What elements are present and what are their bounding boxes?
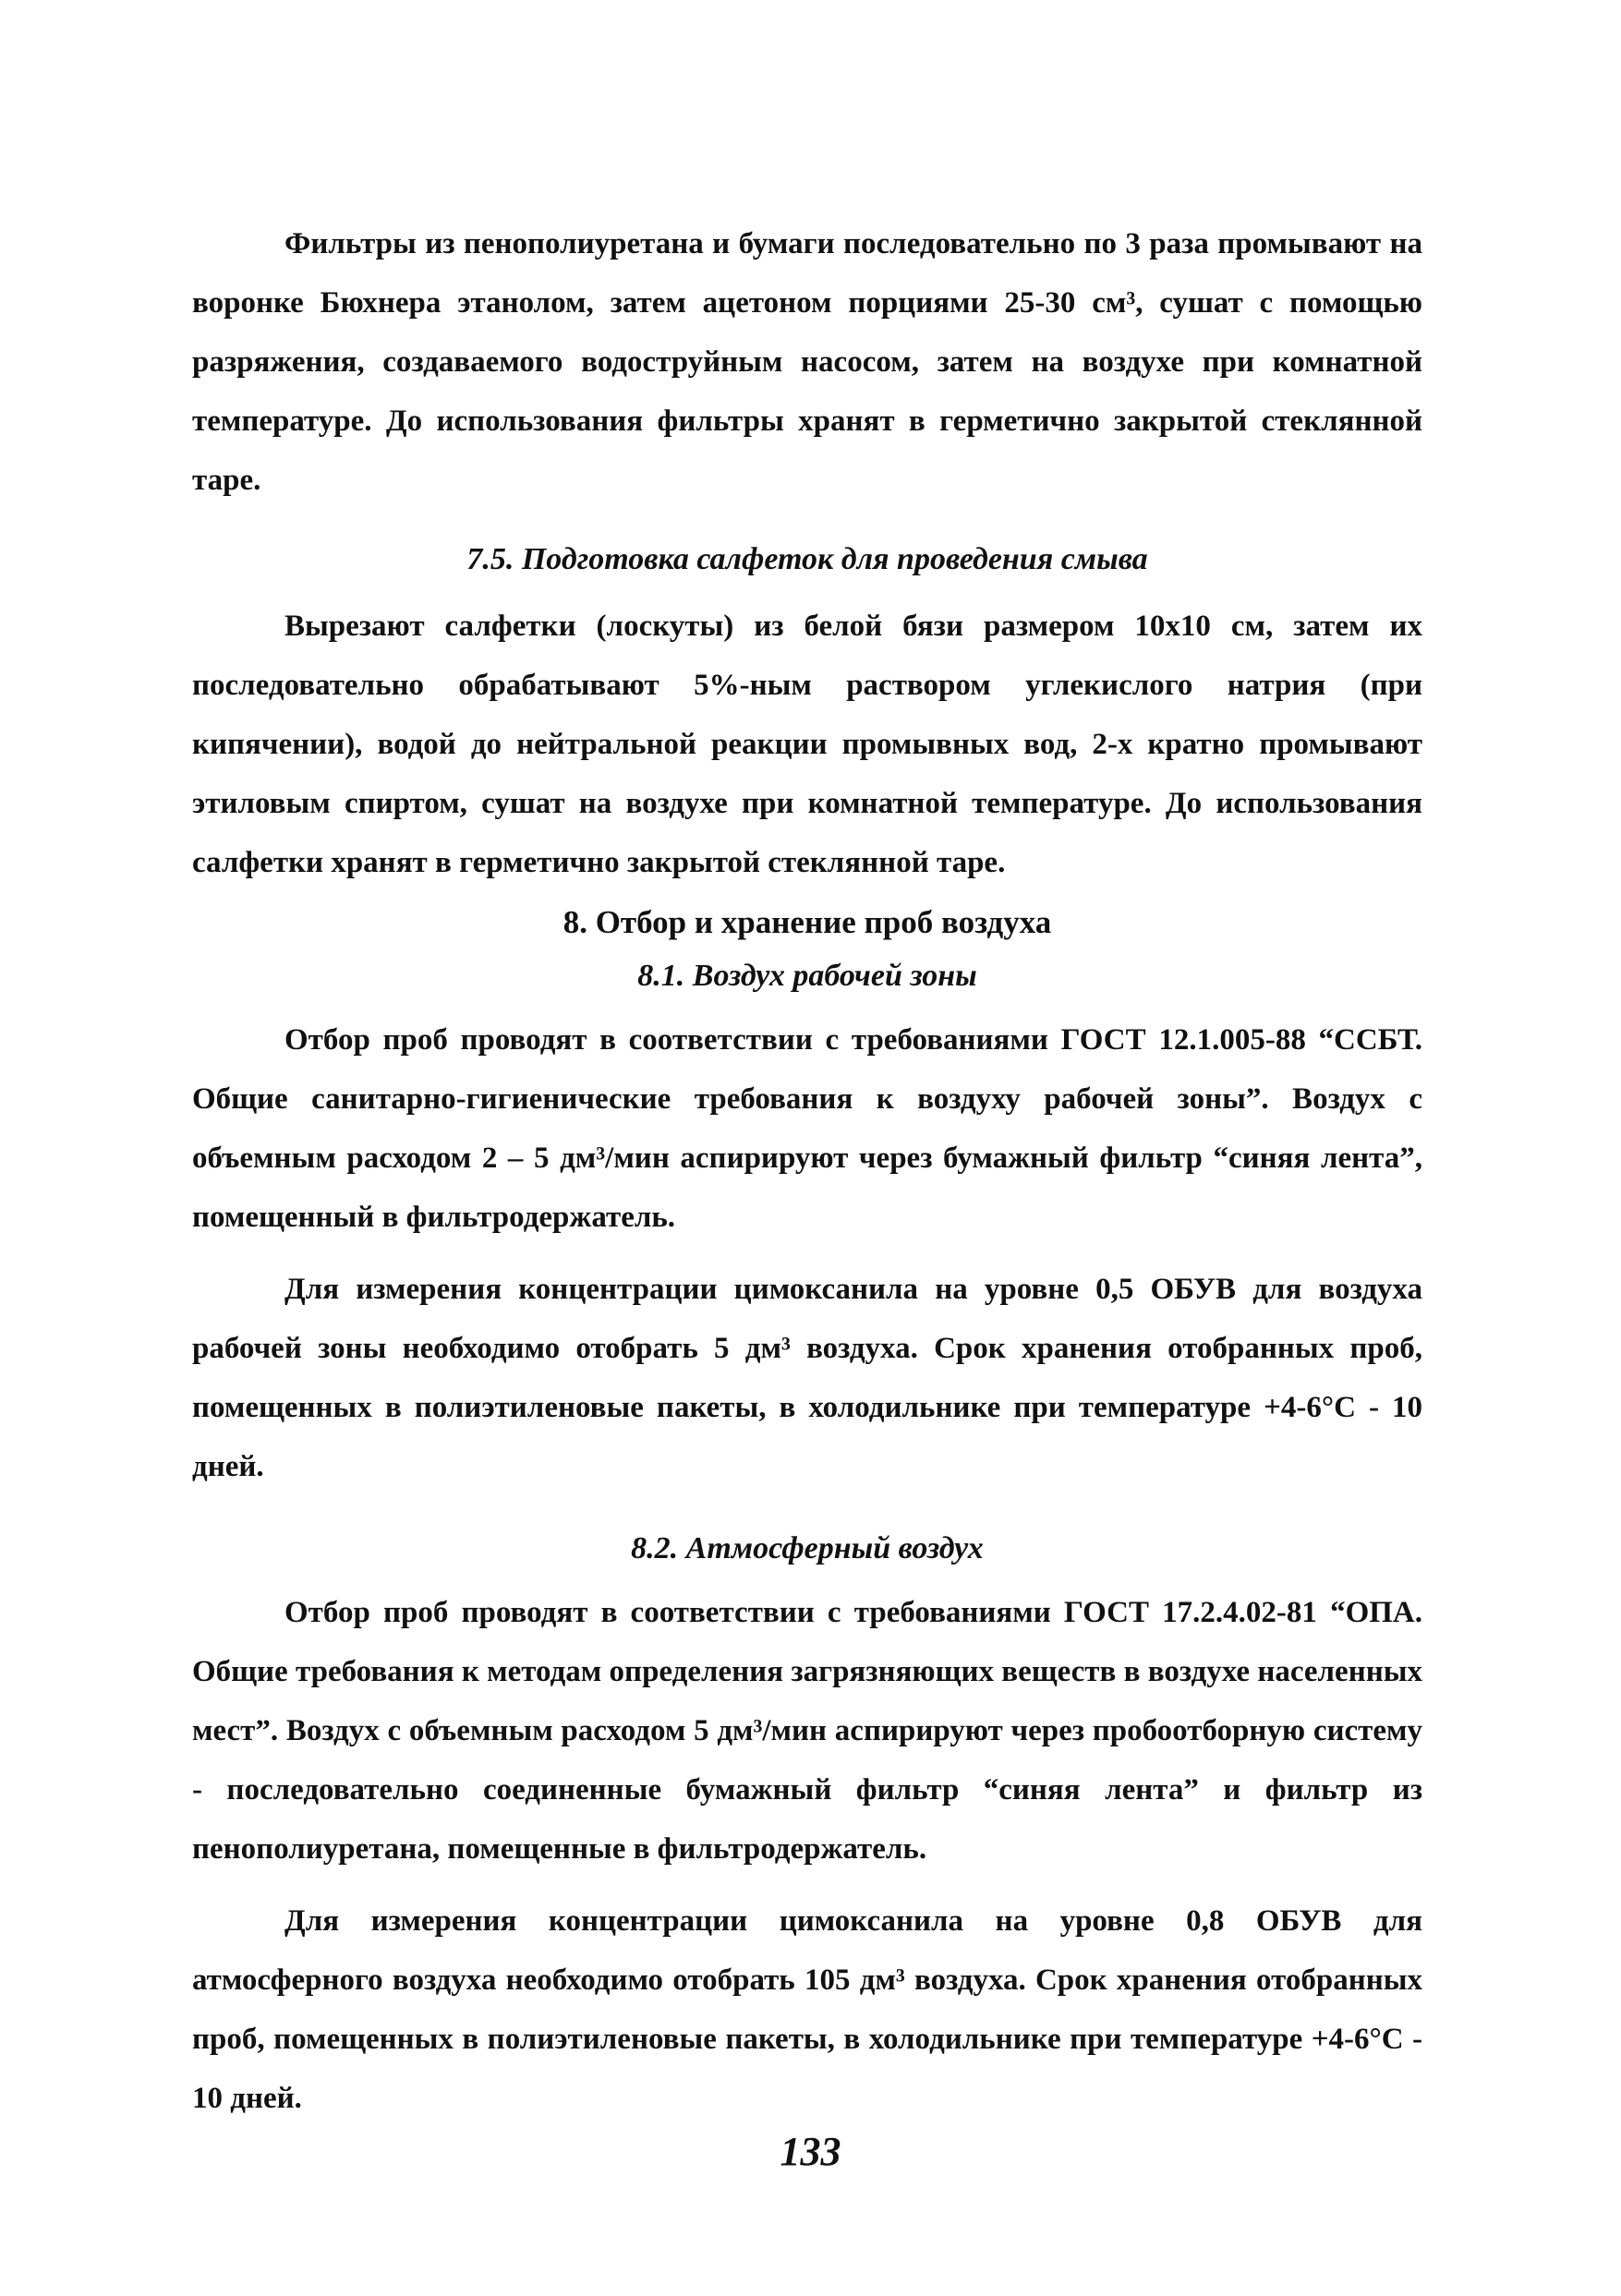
paragraph-napkin-preparation: Вырезают салфетки (лоскуты) из белой бязи размером 10х10 см, затем их последовательно обрабатывают 5%-ным раствором углекислого натрия (при кипячении), водой до нейтральной реакции промывных вод, 2-х кратно промывают этиловым спиртом, сушат на воздухе при комнатной температуре. До использования салфетки хранят в герметично закрытой стеклянной таре. bbox=[192, 610, 1422, 879]
spacer bbox=[192, 1496, 1422, 1522]
paragraph-atmospheric-sampling: Отбор проб проводят в соответствии с требованиями ГОСТ 17.2.4.02-81 “ОПА. Общие требования к методам определения загрязняющих веществ в воздухе населенных мест”. Воздух с объемным расходом 5 дм³/мин аспирируют через пробоотборную систему - последовательно соединенные бумажный фильтр “синяя лента” и фильтр из пенополиуретана, помещенные в фильтродержатель. bbox=[192, 1596, 1422, 1866]
page-content bbox=[192, 214, 1422, 2128]
section-heading-8: 8. Отбор и хранение проб воздуха bbox=[563, 904, 1052, 940]
section-heading-8-2: 8.2. Атмосферный воздух bbox=[631, 1531, 984, 1565]
page-number: 133 bbox=[780, 2129, 841, 2174]
paragraph-atmospheric-measurement: Для измерения концентрации цимоксанила на уровне 0,8 ОБУВ для атмосферного воздуха необходимо отобрать 105 дм³ воздуха. Срок хранения отобранных проб, помещенных в полиэтиленовые пакеты, в холодильнике при температуре +4-6°С - 10 дней. bbox=[192, 1904, 1422, 2115]
spacer bbox=[192, 1247, 1422, 1260]
paragraph-filter-washing: Фильтры из пенополиуретана и бумаги последовательно по 3 раза промывают на воронке Бюхнера этанолом, затем ацетоном порциями 25-30 см³, сушат с помощью разряжения, создаваемого водоструйным насосом, затем на воздухе при комнатной температуре. До использования фильтры хранят в герметично закрытой стеклянной таре. bbox=[192, 227, 1422, 497]
paragraph-workzone-sampling: Отбор проб проводят в соответствии с требованиями ГОСТ 12.1.005-88 “ССБТ. Общие санитарно-гигиенические требования к воздуху рабочей зоны”. Воздух с объемным расходом 2 – 5 дм³/мин аспирируют через бумажный фильтр “синяя лента”, помещенный в фильтродержатель. bbox=[192, 1023, 1422, 1234]
spacer bbox=[192, 510, 1422, 523]
spacer bbox=[192, 1879, 1422, 1891]
section-heading-8-1: 8.1. Воздух рабочей зоны bbox=[637, 959, 977, 993]
paragraph-workzone-measurement: Для измерения концентрации цимоксанила на уровне 0,5 ОБУВ для воздуха рабочей зоны необходимо отобрать 5 дм³ воздуха. Срок хранения отобранных проб, помещенных в полиэтиленовые пакеты, в холодильнике при температуре +4-6°С - 10 дней. bbox=[192, 1273, 1422, 1483]
section-heading-7-5: 7.5. Подготовка салфеток для проведения смыва bbox=[466, 542, 1148, 576]
